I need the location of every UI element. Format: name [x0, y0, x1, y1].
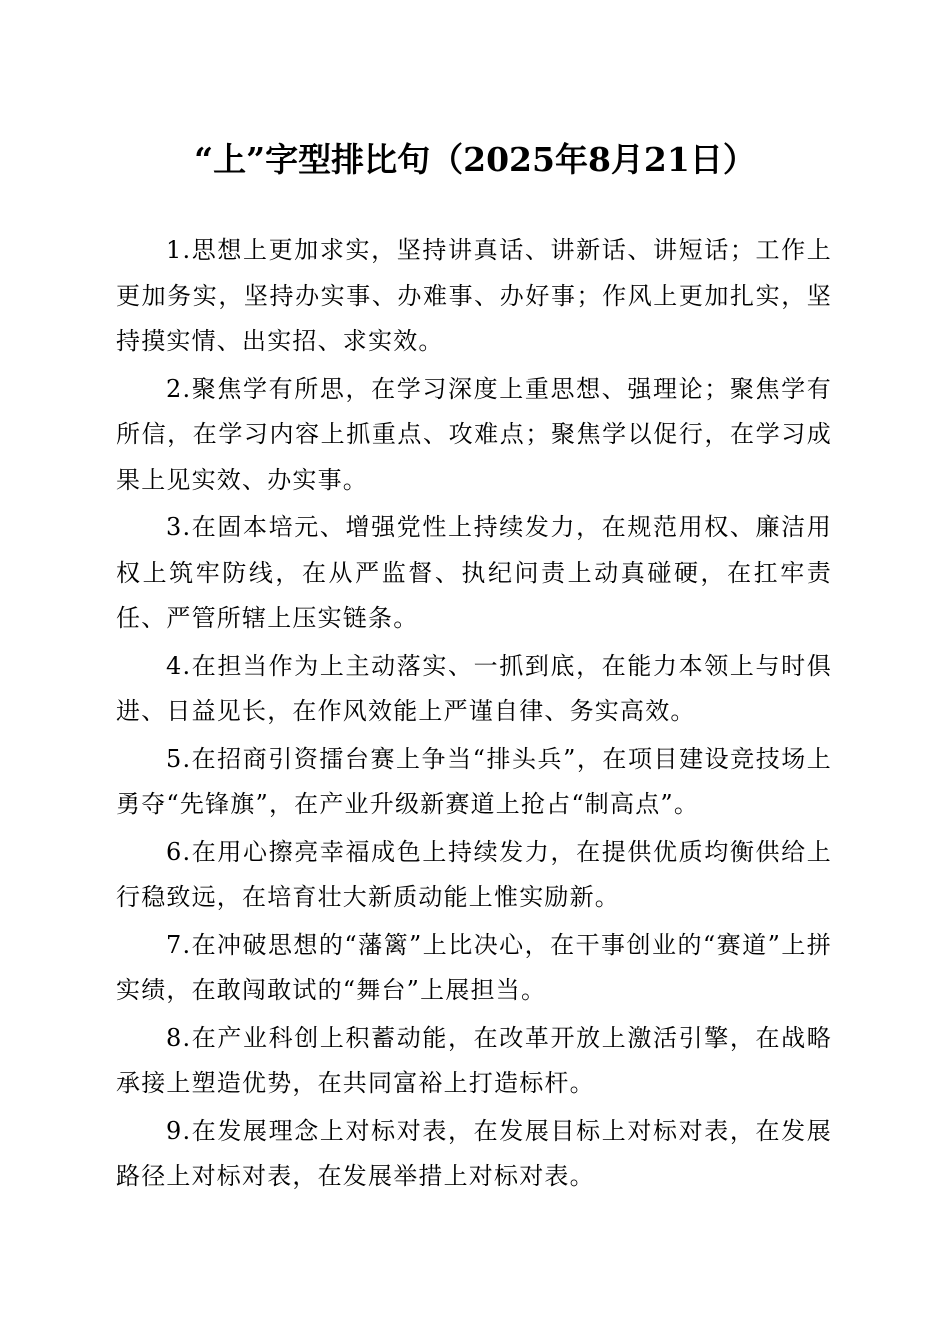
paragraph-2: 2.聚焦学有所思，在学习深度上重思想、强理论；聚焦学有所信，在学习内容上抓重点、攻难点；聚焦学以促行，在学习成果上见实效、办实事。 — [116, 374, 832, 494]
paragraph-3: 3.在固本培元、增强党性上持续发力，在规范用权、廉洁用权上筑牢防线，在从严监督、执纪问责上动真碰硬，在扛牢责任、严管所辖上压实链条。 — [116, 513, 832, 632]
paragraph-5: 5.在招商引资擂台赛上争当“排头兵”，在项目建设竞技场上勇夺“先锋旗”，在产业升级新赛道上抢占“制高点”。 — [116, 744, 832, 818]
paragraph-8: 8.在产业科创上积蓄动能，在改革开放上激活引擎，在战略承接上塑造优势，在共同富裕上打造标杆。 — [116, 1023, 832, 1097]
paragraph-4: 4.在担当作为上主动落实、一抓到底，在能力本领上与时俱进、日益见长，在作风效能上严谨自律、务实高效。 — [116, 651, 832, 725]
page-title: “上”字型排比句（2025年8月21日） — [194, 140, 756, 179]
paragraph-6: 6.在用心擦亮幸福成色上持续发力，在提供优质均衡供给上行稳致远，在培育壮大新质动能上惟实励新。 — [116, 837, 832, 911]
document-body — [116, 228, 832, 1202]
paragraph-1: 1.思想上更加求实，坚持讲真话、讲新话、讲短话；工作上更加务实，坚持办实事、办难事、办好事；作风上更加扎实，坚持摸实情、出实招、求实效。 — [116, 236, 832, 355]
paragraph-9: 9.在发展理念上对标对表，在发展目标上对标对表，在发展路径上对标对表，在发展举措上对标对表。 — [116, 1116, 832, 1190]
paragraph-7: 7.在冲破思想的“藩篱”上比决心，在干事创业的“赛道”上拼实绩，在敢闯敢试的“舞台”上展担当。 — [116, 930, 832, 1004]
